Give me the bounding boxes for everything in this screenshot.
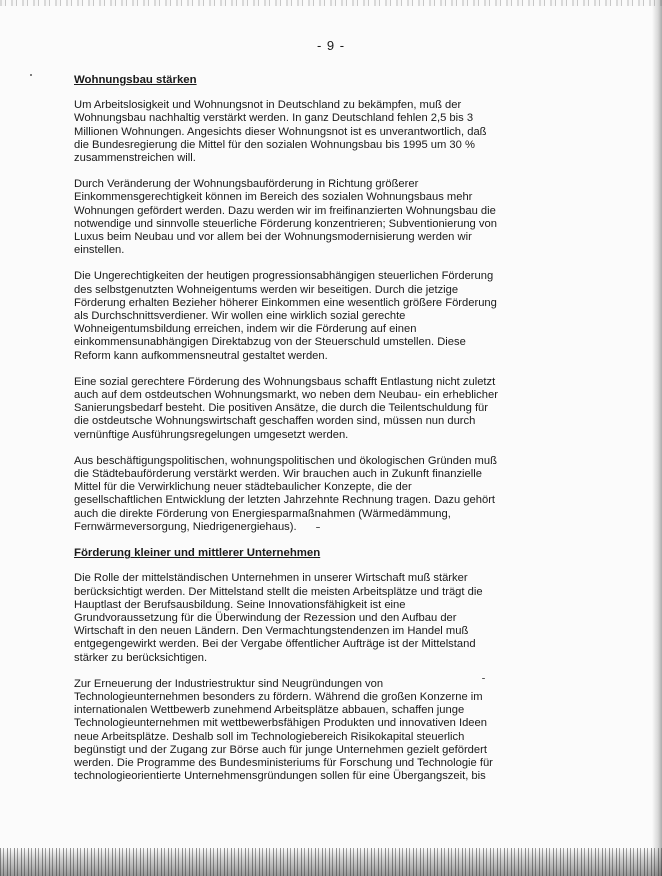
text-line: die Bundesregierung die Mittel für den sozialen Wohnungsbau bis 1995 um 30 % (74, 138, 475, 151)
text-line: auch die direkte Förderung von Energiesparmaßnahmen (Wärmedämmung, (74, 507, 451, 520)
text-line: Die Rolle der mittelständischen Unternehmen in unserer Wirtschaft muß stärker (74, 572, 468, 585)
text-line: Grundvoraussetzung für die Überwindung der Rezession und den Aufbau der (74, 611, 457, 624)
text-line: Wohnungen gefördert werden. Dazu werden wir im freifinanzierten Wohnungsbau die (74, 204, 496, 217)
section-heading: Wohnungsbau stärken (74, 74, 197, 86)
text-line: Wohnungsbau nachhaltig verstärkt werden. In ganz Deutschland fehlen 2,5 bis 3 (74, 112, 474, 125)
text-line: technologieorientierte Unternehmensgründungen sollen für eine Übergangszeit, bis (74, 770, 486, 783)
text-line: Die Ungerechtigkeiten der heutigen progressionsabhängigen steuerlichen Förderung (74, 270, 494, 283)
section-heading: Förderung kleiner und mittlerer Unternehmen (74, 547, 321, 560)
text-line: Fernwärmeversorgung, Niedrigenergiehaus). (74, 520, 297, 533)
scan-edge-top (0, 0, 662, 6)
text-line: einstellen. (74, 244, 125, 257)
text-line: Zur Erneuerung der Industriestruktur sind Neugründungen von (74, 677, 384, 690)
text-line: neue Arbeitsplätze. Deshalb soll im Technologiebereich Risikokapital steuerlich (74, 730, 465, 743)
text-line: werden. Die Programme des Bundesministeriums für Forschung und Technologie für (74, 756, 493, 769)
paragraph (74, 99, 508, 165)
text-line: stärker zu berücksichtigen. (74, 651, 208, 664)
paragraph (74, 270, 508, 362)
scan-speck (30, 74, 32, 76)
paragraph (74, 455, 508, 534)
text-line: entgegengewirkt werden. Bei der Vergabe öffentlicher Aufträge ist der Mittelstand (74, 638, 476, 651)
text-line: Technologieunternehmen mit wettbewerbsfähigen Produkten und innovativen Ideen (74, 717, 487, 730)
text-line: Einkommensgerechtigkeit können im Bereich des sozialen Wohnungsbaus mehr (74, 191, 473, 204)
text-line: berücksichtigt werden. Der Mittelstand stellt die meisten Arbeitsplätze und trägt die (74, 585, 483, 598)
scan-edge-bottom (0, 848, 662, 876)
text-line: Luxus beim Neubau und vor allem bei der Wohnungsmodernisierung werden wir (74, 231, 472, 244)
text-line: als Durchschnittsverdiener. Wir wollen eine wirklich sozial gerechte (74, 310, 406, 323)
text-line: Förderung erhalten Bezieher höherer Einkommen eine wesentlich größere Förderung (74, 296, 497, 309)
page-number: - 9 - (316, 38, 346, 53)
document-body (74, 74, 508, 796)
text-line: internationalen Wettbewerb zunehmend Arbeitsplätze abbauen, schaffen junge (74, 704, 465, 717)
text-line: vernünftige Ausführungsregelungen umgesetzt werden. (74, 428, 349, 441)
scan-edge-right (652, 0, 662, 876)
text-line: Sanierungsbedarf besteht. Die positiven Ansätze, die durch die Teilentschuldung für (74, 402, 488, 415)
paragraph (74, 178, 508, 257)
text-line: Mittel für die Verwirklichung neuer städtebaulicher Konzepte, die der (74, 481, 412, 494)
text-line: des selbstgenutzten Wohneigentums werden wir beseitigen. Durch die jetzige (74, 283, 459, 296)
text-line: zusammenstreichen will. (74, 152, 196, 165)
text-line: Eine sozial gerechtere Förderung des Wohnungsbaus schafft Entlastung nicht zuletzt (74, 375, 496, 388)
text-line: Um Arbeitslosigkeit und Wohnungsnot in Deutschland zu bekämpfen, muß der (74, 99, 462, 112)
text-line: begünstigt und der Zugang zur Börse auch für junge Unternehmen gezielt gefördert (74, 743, 487, 756)
paragraph (74, 572, 508, 664)
text-line: Reform kann aufkommensneutral gestaltet werden. (74, 349, 328, 362)
text-line: die Städtebauförderung verstärkt werden. Wir brauchen auch in Zukunft finanzielle (74, 468, 482, 481)
text-line: Aus beschäftigungspolitischen, wohnungspolitischen und ökologischen Gründen muß (74, 454, 497, 467)
text-line: Wirtschaft in den neuen Ländern. Den Vermachtungstendenzen im Handel muß (74, 625, 469, 638)
text-line: Wohneigentumsbildung erreichen, indem wir die Förderung auf einen (74, 323, 417, 336)
text-line: gesellschaftlichen Entwicklung der letzten Jahrzehnte Rechnung tragen. Dazu gehört (74, 494, 496, 507)
text-line: die ostdeutsche Wohnungswirtschaft geschaffen worden sind, müssen nun durch (74, 415, 476, 428)
paragraph (74, 678, 508, 784)
text-line: Millionen Wohnungen. Angesichts dieser Wohnungsnot ist es unverantwortlich, daß (74, 125, 487, 138)
paragraph (74, 376, 508, 442)
text-line: einkommensunabhängigen Direktabzug von der Steuerschuld umstellen. Diese (74, 336, 466, 349)
text-line: Durch Veränderung der Wohnungsbauförderung in Richtung größerer (74, 178, 419, 191)
text-line: Technologieunternehmen besonders zu fördern. Während die großen Konzerne im (74, 690, 483, 703)
text-line: notwendige und sinnvolle steuerliche Förderung konzentrieren; Subventionierung von (74, 217, 497, 230)
text-line: auch auf dem ostdeutschen Wohnungsmarkt, wo neben dem Neubau- ein erheblicher (74, 389, 498, 402)
text-line: Hauptlast der Berufsausbildung. Seine Innovationsfähigkeit ist eine (74, 598, 406, 611)
